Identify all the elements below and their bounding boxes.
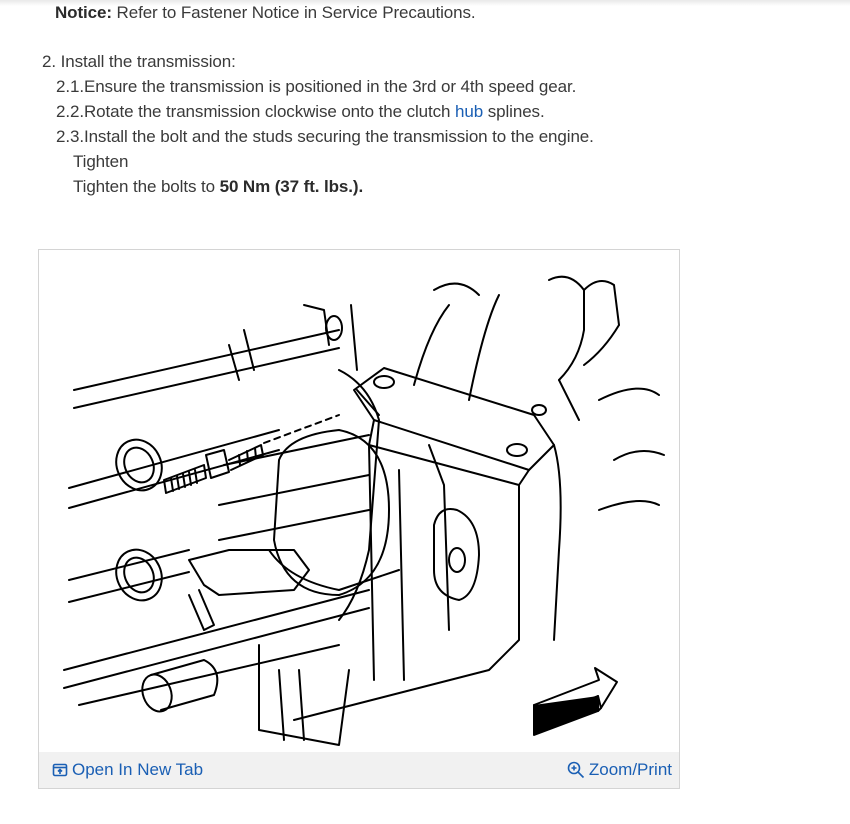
transmission-figure [38,249,680,789]
open-new-tab-label: Open In New Tab [72,760,204,779]
zoom-print-label: Zoom/Print [588,760,672,779]
open-new-tab-icon [52,762,68,778]
zoom-print-button[interactable] [567,759,672,781]
hub-link[interactable]: hub [455,102,484,121]
tighten-heading: Tighten [73,152,129,171]
step-2-1: 2.1.Ensure the transmission is positioned in the 3rd or 4th speed gear. [56,77,577,96]
step-2: 2. Install the transmission: [42,52,236,71]
figure-toolbar [39,752,679,788]
notice-line [55,2,476,24]
step-2-3: 2.3.Install the bolt and the studs securing the transmission to the engine. [56,127,594,146]
torque-value: 50 Nm (37 ft. lbs.). [219,177,364,196]
notice-label: Notice: [55,3,112,22]
notice-text: Refer to Fastener Notice in Service Precautions. [111,3,476,22]
tighten-text: Tighten the bolts to [73,177,220,196]
open-new-tab-button[interactable] [52,759,203,781]
tighten-spec [73,176,363,198]
step-2-2 [56,101,545,123]
transmission-diagram [39,250,679,750]
zoom-in-icon [567,761,585,779]
step-2-2-text: 2.2.Rotate the transmission clockwise onto the clutch [56,102,456,121]
step-2-2-text-end: splines. [483,102,545,121]
